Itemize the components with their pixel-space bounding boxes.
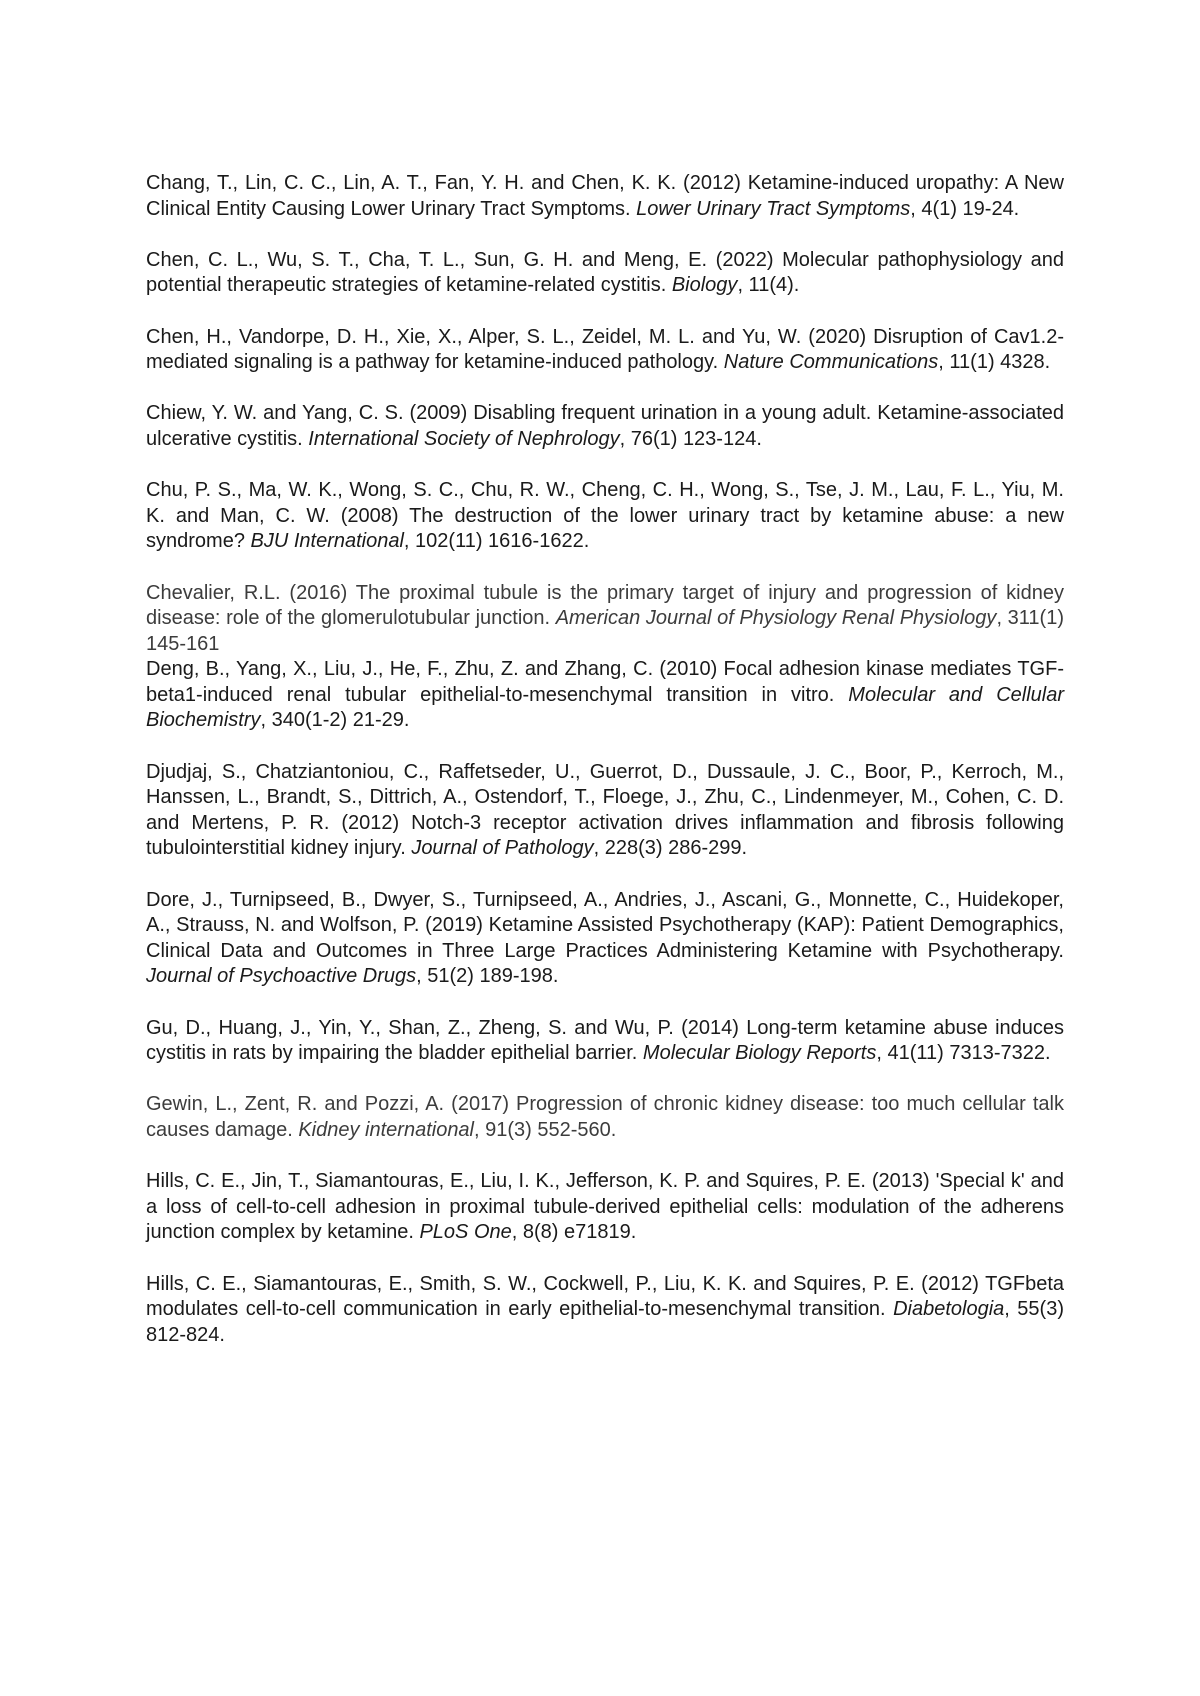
reference-details: , 76(1) 123-124. [619, 427, 762, 450]
reference-text: Chevalier, R.L. (2016) The proximal tubule is the primary target of injury and progression of kidney disease: role of the glomerulotubular junction. [146, 581, 1064, 630]
reference-journal: Journal of Psychoactive Drugs [146, 965, 417, 988]
reference-text: Hills, C. E., Siamantouras, E., Smith, S. W., Cockwell, P., Liu, K. K. and Squires, P. E. (2012) TGFbeta modulates cell-to-cell communication in early epithelial-to-mesenchymal transition. [146, 1272, 1064, 1321]
reference-text: Dore, J., Turnipseed, B., Dwyer, S., Turnipseed, A., Andries, J., Ascani, G., Monnette, C., Huidekoper, A., Strauss, N. and Wolfson, P. (2019) Ketamine Assisted Psychotherapy (KAP): Patient Demographics, Clinical Data and Outcomes in Three Large Practices Administering Ketamine with Psychotherapy. [146, 888, 1064, 962]
reference-entry-gu-2014 [146, 1016, 1064, 1067]
reference-details: , 11(4). [737, 274, 800, 297]
reference-text: Deng, B., Yang, X., Liu, J., He, F., Zhu, Z. and Zhang, C. (2010) Focal adhesion kinase mediates TGF-beta1-induced renal tubular epithelial-to-mesenchymal transition in vitro. [146, 658, 1064, 706]
reference-entry-gewin-2017 [146, 1092, 1064, 1143]
reference-text: Chen, C. L., Wu, S. T., Cha, T. L., Sun, G. H. and Meng, E. (2022) Molecular pathophysiology and potential therapeutic strategies of ketamine-related cystitis. [146, 248, 1064, 297]
reference-journal: PLoS One [419, 1221, 512, 1244]
reference-text: Chang, T., Lin, C. C., Lin, A. T., Fan, Y. H. and Chen, K. K. (2012) Ketamine-induced uropathy: A New Clinical Entity Causing Lower Urinary Tract Symptoms. [146, 172, 1064, 220]
reference-journal: American Journal of Physiology Renal Physiology [555, 607, 997, 630]
reference-text: Chiew, Y. W. and Yang, C. S. (2009) Disabling frequent urination in a young adult. Ketamine-associated ulcerative cystitis. [146, 402, 1064, 450]
reference-list [146, 171, 1064, 1374]
reference-entry-chang-2012 [146, 171, 1064, 222]
reference-journal: Nature Communications [723, 351, 939, 374]
reference-details: , 11(1) 4328. [938, 351, 1051, 374]
reference-journal: Biology [671, 274, 738, 297]
reference-text: Chen, H., Vandorpe, D. H., Xie, X., Alper, S. L., Zeidel, M. L. and Yu, W. (2020) Disruption of Cav1.2-mediated signaling is a pathway for ketamine-induced pathology. [146, 325, 1064, 374]
reference-journal: Kidney international [298, 1118, 475, 1141]
reference-details: , 311(1) 145-161 [146, 607, 1064, 655]
reference-entry-chu-2008 [146, 478, 1064, 555]
reference-details: , 51(2) 189-198. [416, 965, 559, 988]
reference-journal: Molecular and Cellular Biochemistry [146, 683, 1065, 732]
reference-entry-chen-2020 [146, 325, 1064, 376]
reference-details: , 41(11) 7313-7322. [876, 1042, 1051, 1065]
reference-journal: Molecular Biology Reports [642, 1042, 877, 1065]
reference-text: Hills, C. E., Jin, T., Siamantouras, E., Liu, I. K., Jefferson, K. P. and Squires, P. E. (2013) 'Special k' and a loss of cell-to-cell adhesion in proximal tubule-derived epithelial cells: modulation of the adherens junction complex by ketamine. [146, 1170, 1064, 1244]
reference-journal: Journal of Pathology [411, 837, 594, 860]
reference-text: Djudjaj, S., Chatziantoniou, C., Raffetseder, U., Guerrot, D., Dussaule, J. C., Boor, P., Kerroch, M., Hanssen, L., Brandt, S., Dittrich, A., Ostendorf, T., Floege, J., Zhu, C., Lindenmeyer, M., Cohen, C. D. and Mertens, P. R. (2012) Notch-3 receptor activation drives inflammation and fibrosis following tubulointerstitial kidney injury. [146, 760, 1064, 860]
reference-details: , 102(11) 1616-1622. [403, 530, 590, 553]
reference-journal: International Society of Nephrology [308, 427, 620, 450]
reference-entry-hills-2013 [146, 1169, 1064, 1246]
reference-entry-deng-2010 [146, 657, 1064, 734]
reference-details: , 228(3) 286-299. [593, 837, 748, 860]
reference-details: , 340(1-2) 21-29. [260, 709, 410, 732]
reference-journal: Lower Urinary Tract Symptoms [636, 197, 911, 220]
reference-text: Chu, P. S., Ma, W. K., Wong, S. C., Chu, R. W., Cheng, C. H., Wong, S., Tse, J. M., Lau, F. L., Yiu, M. K. and Man, C. W. (2008) The destruction of the lower urinary tract by ketamine abuse: a new syndrome? [146, 479, 1064, 553]
reference-details: , 8(8) e71819. [511, 1221, 637, 1244]
reference-details: , 55(3) 812-824. [146, 1298, 1064, 1346]
reference-entry-djudjaj-2012 [146, 760, 1064, 862]
reference-text: Gewin, L., Zent, R. and Pozzi, A. (2017) Progression of chronic kidney disease: too much cellular talk causes damage. [146, 1093, 1064, 1141]
reference-journal: BJU International [250, 530, 404, 553]
reference-entry-dore-2019 [146, 888, 1064, 990]
reference-entry-chen-2022 [146, 248, 1064, 299]
reference-entry-chevalier-2016 [146, 581, 1064, 658]
reference-journal: Diabetologia [893, 1298, 1005, 1321]
reference-entry-hills-2012 [146, 1272, 1064, 1349]
reference-details: , 4(1) 19-24. [910, 197, 1020, 220]
reference-details: , 91(3) 552-560. [474, 1118, 617, 1141]
reference-entry-chiew-2009 [146, 401, 1064, 452]
reference-text: Gu, D., Huang, J., Yin, Y., Shan, Z., Zheng, S. and Wu, P. (2014) Long-term ketamine abuse induces cystitis in rats by impairing the bladder epithelial barrier. [146, 1016, 1064, 1065]
